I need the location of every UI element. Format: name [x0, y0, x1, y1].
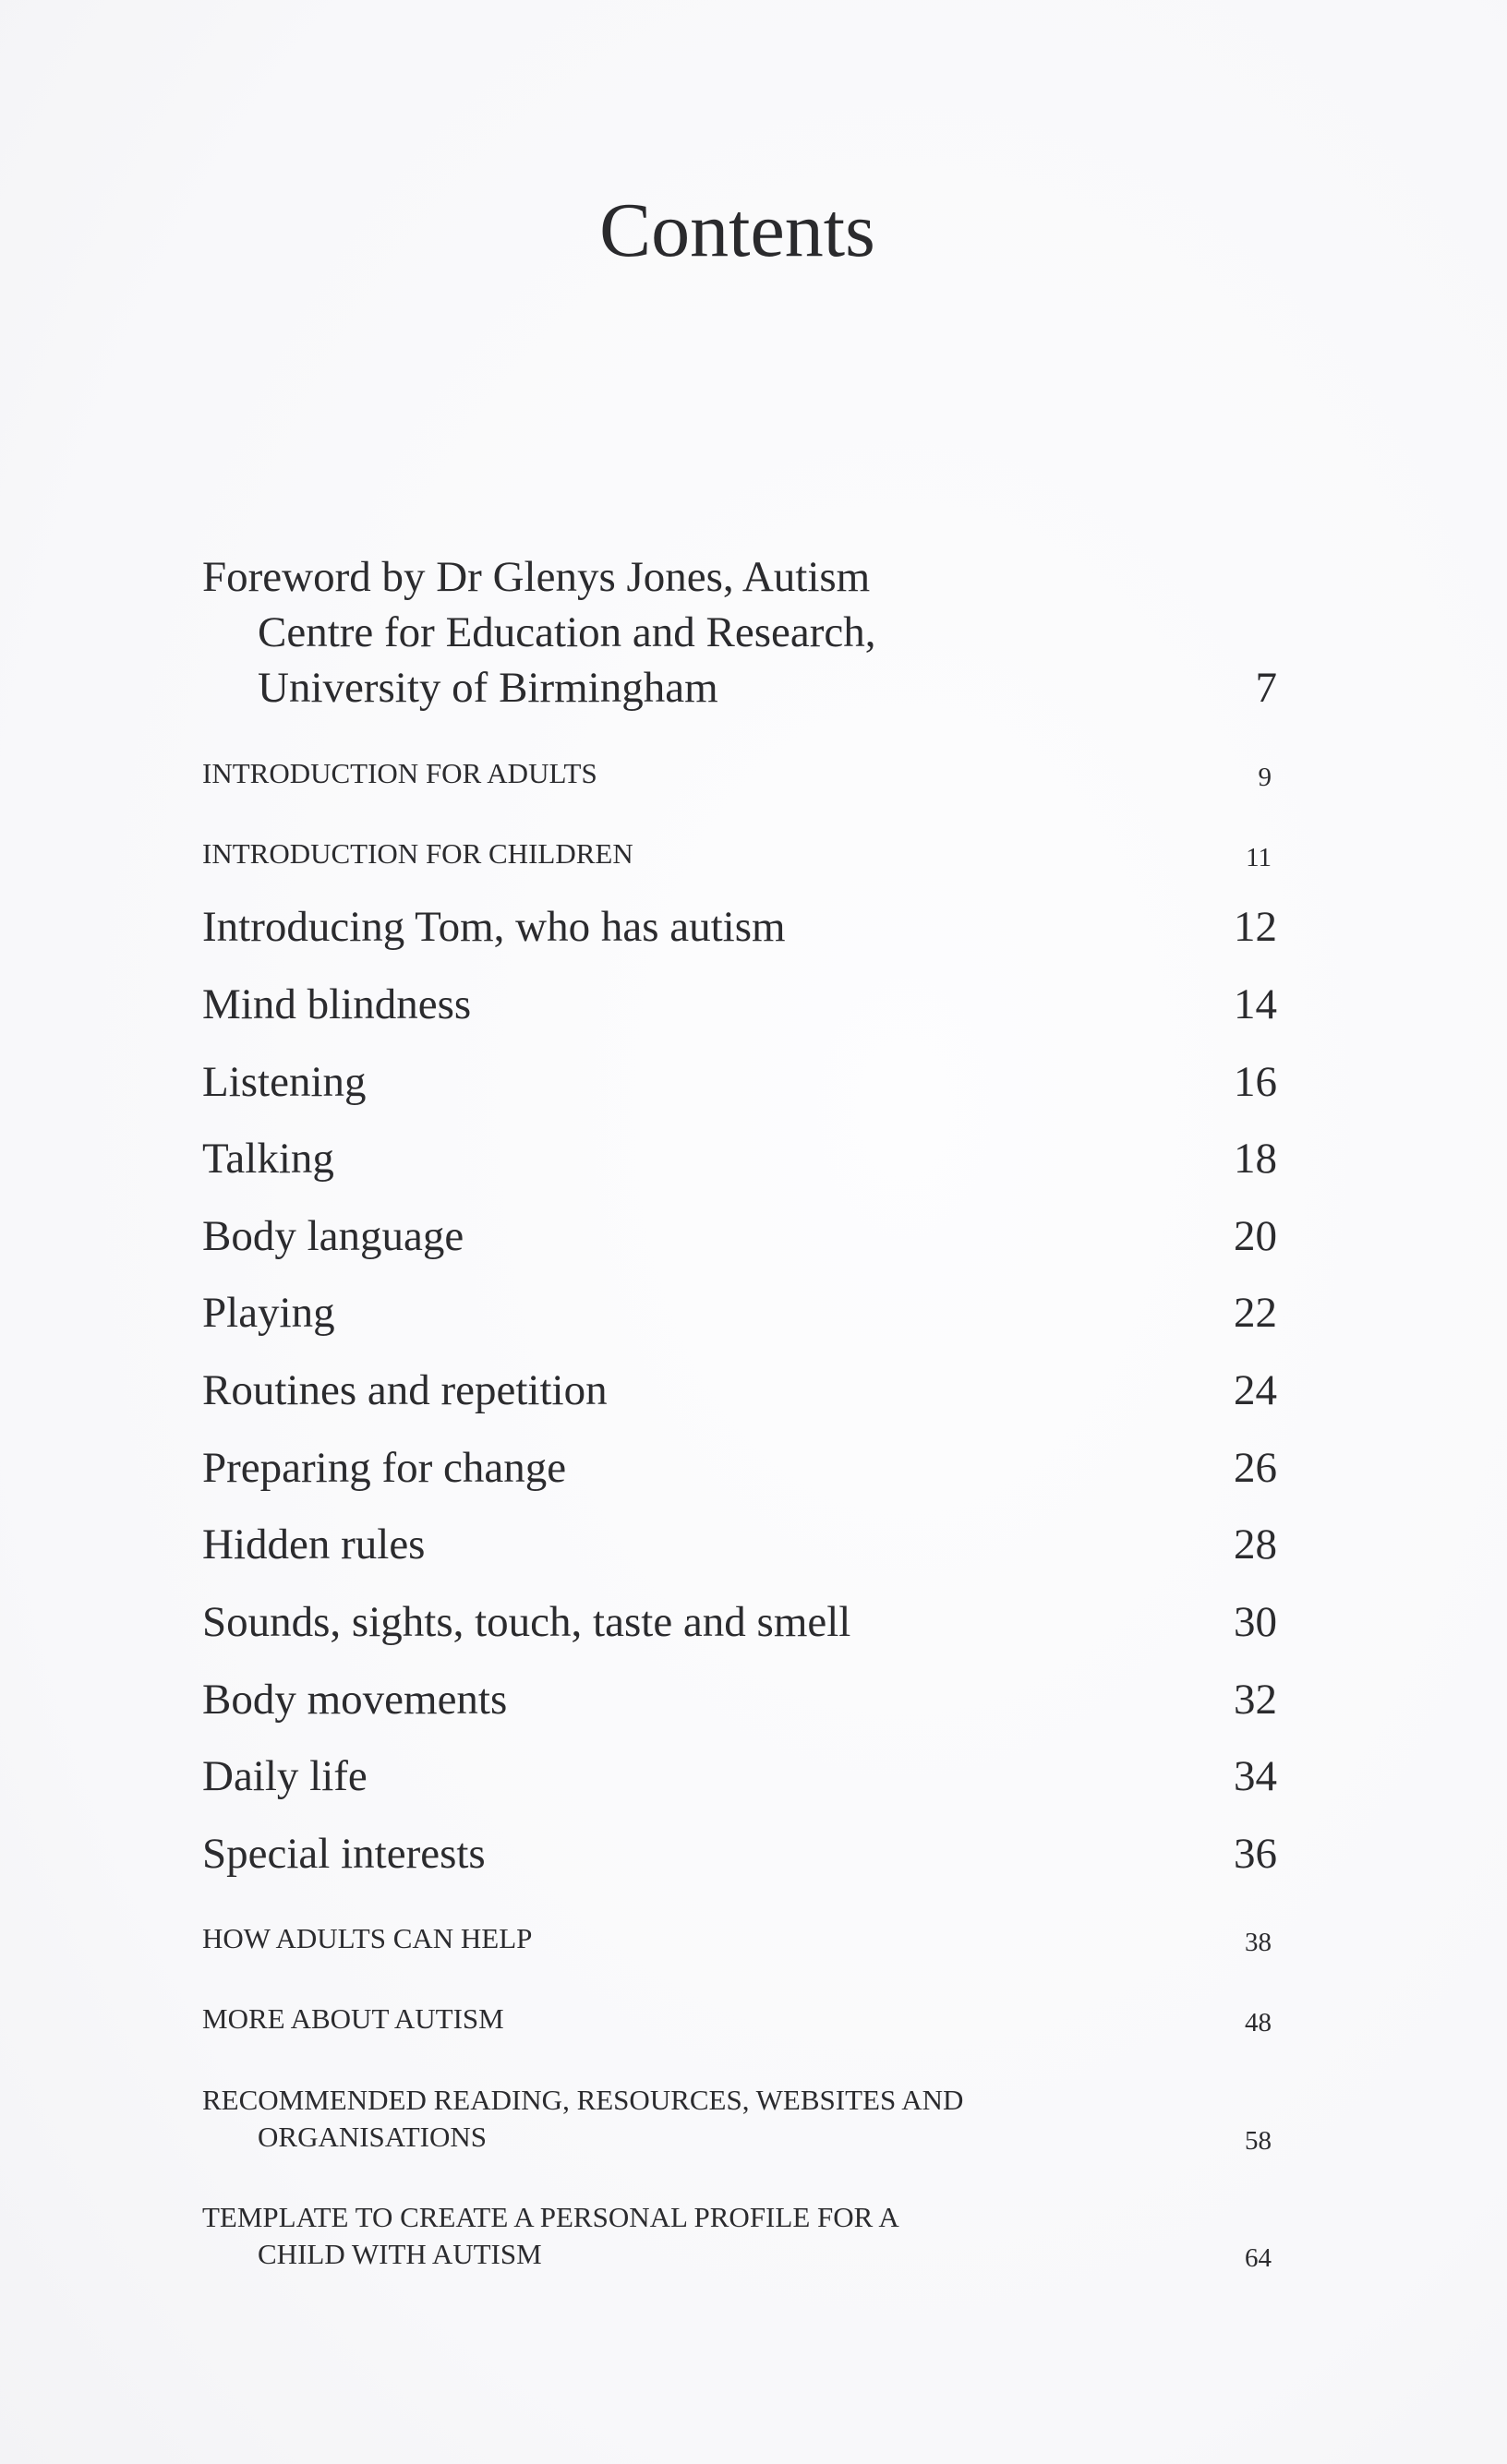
toc-page-number: 34: [1234, 1752, 1277, 1800]
toc-entry-sounds-sights[interactable]: [202, 1594, 1281, 1650]
toc-page-number: 20: [1234, 1212, 1277, 1260]
toc-entry-template[interactable]: [202, 2199, 1281, 2273]
toc-page-number: 48: [1245, 2008, 1272, 2037]
toc-entry-label: INTRODUCTION FOR ADULTS: [202, 757, 597, 789]
toc-entry-introduction-adults[interactable]: [202, 755, 1281, 792]
toc-entry-line: TEMPLATE TO CREATE A PERSONAL PROFILE FOR A: [202, 2201, 899, 2233]
toc-entry-how-adults-can-help[interactable]: [202, 1920, 1281, 1957]
toc-entry-label: Introducing Tom, who has autism: [202, 903, 786, 951]
toc-page-number: 64: [1245, 2243, 1272, 2273]
toc-page-number: 28: [1234, 1520, 1277, 1569]
toc-page-number: 14: [1234, 980, 1277, 1028]
toc-entry-introducing-tom[interactable]: [202, 899, 1281, 955]
toc-page-number: 26: [1234, 1444, 1277, 1492]
toc-entry-line: ORGANISATIONS: [258, 2121, 488, 2153]
toc-page-number: 12: [1234, 903, 1277, 951]
toc-entry-label: MORE ABOUT AUTISM: [202, 2002, 504, 2035]
toc-entry-label: Talking: [202, 1135, 334, 1183]
toc-entry-listening[interactable]: [202, 1054, 1281, 1110]
toc-entry-label: [202, 2199, 1107, 2273]
toc-entry-label: INTRODUCTION FOR CHILDREN: [202, 837, 633, 870]
toc-entry-label: Routines and repetition: [202, 1366, 608, 1414]
toc-entry-routines[interactable]: [202, 1363, 1281, 1418]
toc-page-number: 16: [1234, 1058, 1277, 1106]
toc-entry-label: Listening: [202, 1058, 367, 1106]
toc-page-number: 22: [1234, 1289, 1277, 1337]
toc-entry-line: University of Birmingham: [258, 664, 718, 712]
toc-entry-recommended-reading[interactable]: [202, 2082, 1281, 2156]
toc-entry-label: Mind blindness: [202, 980, 472, 1028]
toc-entry-label: [202, 2082, 1107, 2156]
toc-entry-label: [202, 549, 1107, 715]
toc-entry-label: Hidden rules: [202, 1520, 426, 1569]
toc-page-number: 18: [1234, 1135, 1277, 1183]
toc-page-number: 11: [1246, 843, 1272, 872]
toc-entry-label: Preparing for change: [202, 1444, 567, 1492]
toc-page-number: 38: [1245, 1928, 1272, 1957]
toc-entry-introduction-children[interactable]: [202, 835, 1281, 872]
toc-entry-mind-blindness[interactable]: [202, 977, 1281, 1032]
toc-entry-preparing-for-change[interactable]: [202, 1440, 1281, 1496]
toc-page-number: 32: [1234, 1676, 1277, 1724]
toc-entry-line: CHILD WITH AUTISM: [258, 2238, 542, 2270]
toc-entry-line: Centre for Education and Research,: [258, 608, 876, 656]
toc-entry-body-language[interactable]: [202, 1208, 1281, 1264]
toc-page-number: 9: [1258, 763, 1272, 792]
toc-entry-playing[interactable]: [202, 1285, 1281, 1340]
toc-page-number: 36: [1234, 1830, 1277, 1878]
toc-entry-hidden-rules[interactable]: [202, 1517, 1281, 1572]
toc-entry-label: Body language: [202, 1212, 464, 1260]
toc-entry-line: Foreword by Dr Glenys Jones, Autism: [202, 553, 871, 601]
toc-page-number: 7: [1255, 664, 1277, 712]
toc-entry-label: Playing: [202, 1289, 335, 1337]
toc-entry-label: Body movements: [202, 1676, 508, 1724]
toc-entry-label: Sounds, sights, touch, taste and smell: [202, 1598, 851, 1646]
toc-entry-body-movements[interactable]: [202, 1672, 1281, 1727]
toc-entry-label: HOW ADULTS CAN HELP: [202, 1922, 533, 1954]
toc-entry-more-about-autism[interactable]: [202, 2001, 1281, 2037]
toc-page-number: 24: [1234, 1366, 1277, 1414]
toc-entry-daily-life[interactable]: [202, 1749, 1281, 1804]
toc-entry-foreword[interactable]: [202, 549, 1281, 715]
page-title: Contents: [599, 187, 875, 273]
toc-entry-label: Daily life: [202, 1752, 368, 1800]
toc-page-number: 58: [1245, 2126, 1272, 2156]
toc-entry-label: Special interests: [202, 1830, 486, 1878]
toc-page-number: 30: [1234, 1598, 1277, 1646]
toc-entry-line: RECOMMENDED READING, RESOURCES, WEBSITES AND: [202, 2084, 964, 2116]
toc-entry-talking[interactable]: [202, 1131, 1281, 1186]
toc-entry-special-interests[interactable]: [202, 1826, 1281, 1881]
